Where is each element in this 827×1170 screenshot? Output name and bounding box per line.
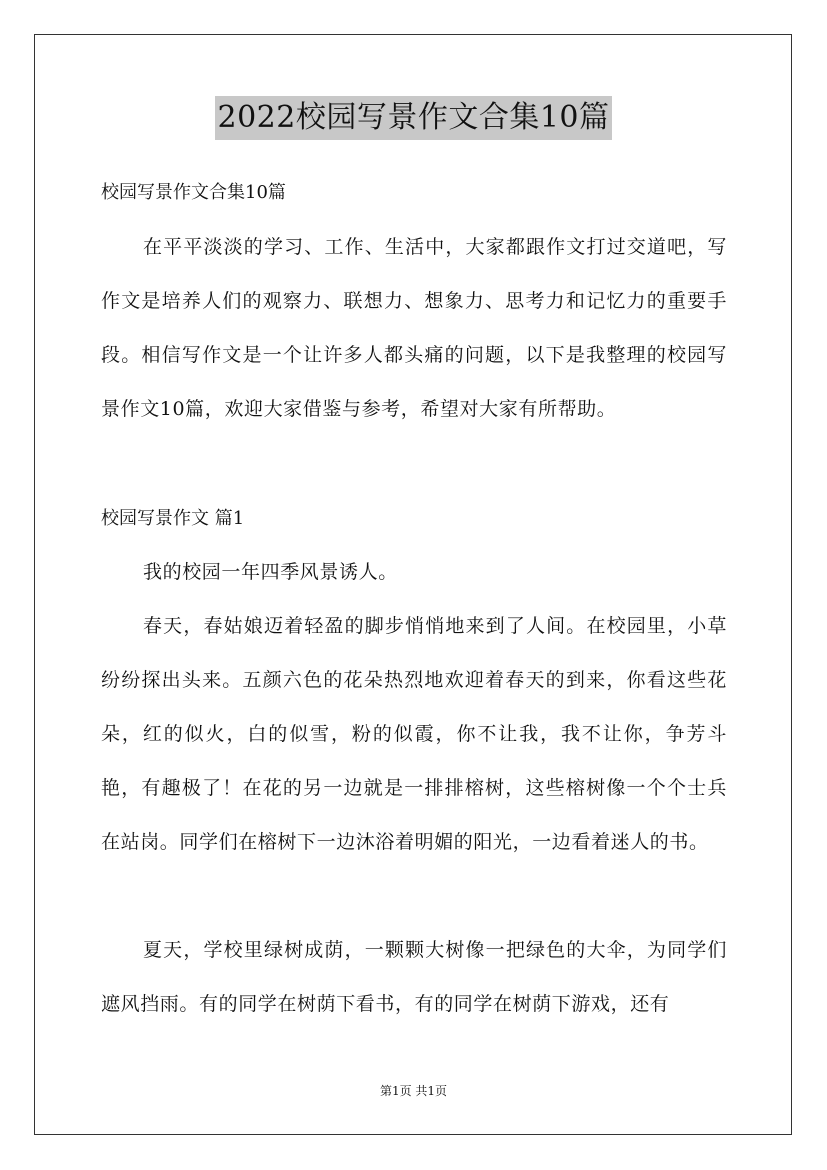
body-paragraph-3: 夏天，学校里绿树成荫，一颗颗大树像一把绿色的大伞，为同学们遮风挡雨。有的同学在树荫下看书，有的同学在树荫下游戏，还有	[101, 939, 727, 1015]
document-title: 2022校园写景作文合集10篇	[215, 96, 611, 140]
title-container	[0, 96, 827, 140]
section-heading: 校园写景作文 篇1	[101, 508, 245, 529]
intro-paragraph: 在平平淡淡的学习、工作、生活中，大家都跟作文打过交道吧，写作文是培养人们的观察力、联想力、想象力、思考力和记忆力的重要手段。相信写作文是一个让许多人都头痛的问题，以下是我整理的校园写景作文10篇，欢迎大家借鉴与参考，希望对大家有所帮助。	[101, 236, 727, 420]
page-footer: 第1页 共1页	[379, 1084, 448, 1098]
body-paragraph-2: 春天，春姑娘迈着轻盈的脚步悄悄地来到了人间。在校园里，小草纷纷探出头来。五颜六色的花朵热烈地欢迎着春天的到来，你看这些花朵，红的似火，白的似雪，粉的似霞，你不让我，我不让你，争芳斗艳，有趣极了！在花的另一边就是一排排榕树，这些榕树像一个个士兵在站岗。同学们在榕树下一边沐浴着明媚的阳光，一边看着迷人的书。	[101, 615, 727, 853]
document-subtitle: 校园写景作文合集10篇	[101, 182, 286, 203]
body-paragraph-1: 我的校园一年四季风景诱人。	[143, 561, 398, 583]
